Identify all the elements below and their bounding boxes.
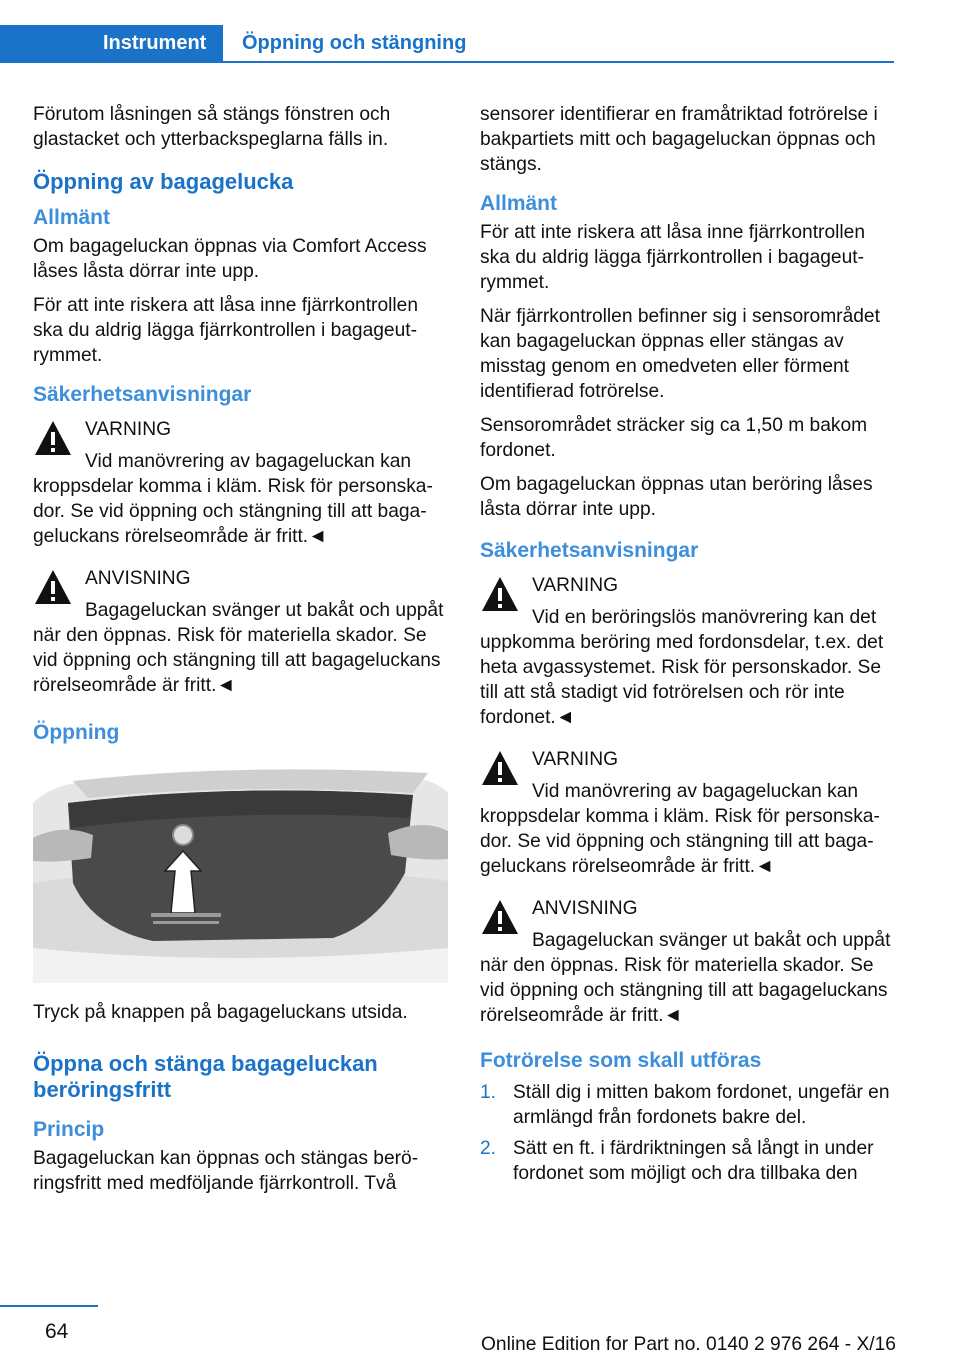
page-number: 64: [45, 1320, 69, 1343]
heading-touchless: Öppna och stänga bagageluckan beröringsfritt: [33, 1051, 378, 1102]
notice-title: ANVISNING: [532, 898, 638, 919]
trunk-illustration: [33, 763, 448, 983]
general-paragraph-2: För att inte riskera att låsa inne fjärrkontrollen ska du aldrig lägga fjärrkontrollen i bagageutrymmet.: [33, 295, 418, 366]
header: [0, 25, 894, 63]
heading-general: Allmänt: [33, 206, 111, 229]
step-text: Sätt en ft. i färdriktningen så långt in under fordonet som möjligt och dra tillbaka den: [513, 1138, 874, 1184]
warning-text: Vid manövrering av bagageluckan kan kroppsdelar komma i kläm. Risk för personskador. Se vid öppning och stängning till att bagageluckans rörelseområde är fritt.◄: [33, 451, 433, 547]
warning-triangle-icon: [480, 898, 520, 938]
left-column: [33, 102, 451, 1205]
heading-foot-movement: Fotrörelse som skall utföras: [480, 1049, 762, 1072]
continued-paragraph: sensorer identifierar en framåtriktad fotrörelse i bakpartiets mitt och bagageluckan öppnas och stängs.: [480, 104, 878, 175]
list-item: [480, 1136, 898, 1186]
tab-instrument[interactable]: Instrument: [0, 25, 223, 61]
general-paragraph-3: Sensorområdet sträcker sig ca 1,50 m bakom fordonet.: [480, 415, 868, 461]
edition-note: Online Edition for Part no. 0140 2 976 264 - X/16: [481, 1334, 896, 1355]
heading-opening: Öppning: [33, 721, 120, 744]
warning-block-2: [480, 744, 898, 879]
principle-paragraph: Bagageluckan kan öppnas och stängas beröringsfritt med medföljande fjärrkontroll. Två: [33, 1148, 419, 1194]
heading-general: Allmänt: [480, 192, 558, 215]
general-paragraph-1: Om bagageluckan öppnas via Comfort Access låses låsta dörrar inte upp.: [33, 236, 427, 282]
notice-title: ANVISNING: [85, 568, 191, 589]
intro-paragraph: Förutom låsningen så stängs fönstren och glastacket och ytterbackspeglarna fälls in.: [33, 104, 391, 150]
warning-triangle-icon: [480, 749, 520, 789]
heading-safety: Säkerhetsanvisningar: [480, 539, 699, 562]
warning-block-1: [480, 570, 898, 730]
general-paragraph-2: När fjärrkontrollen befinner sig i sensorområdet kan bagageluckan öppnas eller stängas av misstag genom en omedveten eller förment identifierad fotrörelse.: [480, 306, 880, 402]
figure-caption: Tryck på knappen på bagageluckans utsida.: [33, 1002, 408, 1023]
step-text: Ställ dig i mitten bakom fordonet, ungefär en armlängd från fordonets bakre del.: [513, 1082, 890, 1128]
warning-title: VARNING: [85, 419, 171, 440]
warning-triangle-icon: [33, 419, 73, 459]
step-number: 1.: [480, 1082, 497, 1103]
tab-opening-closing[interactable]: Öppning och stängning: [242, 32, 467, 54]
notice-block: [33, 563, 451, 698]
heading-safety: Säkerhetsanvisningar: [33, 383, 252, 406]
footer-rule: [0, 1305, 98, 1307]
heading-open-trunk: Öppning av bagagelucka: [33, 169, 294, 194]
warning-triangle-icon: [33, 568, 73, 608]
steps-list: [480, 1080, 898, 1186]
right-column: [480, 102, 898, 1192]
warning-title: VARNING: [532, 749, 618, 770]
general-paragraph-4: Om bagageluckan öppnas utan beröring låses låsta dörrar inte upp.: [480, 474, 873, 520]
notice-text: Bagageluckan svänger ut bakåt och uppåt när den öppnas. Risk för materiella skador. Se vid öppning och stängning till att bagageluckans rörelseområde är fritt.◄: [33, 600, 444, 696]
heading-principle: Princip: [33, 1118, 105, 1141]
header-rule: [0, 61, 894, 63]
notice-text: Bagageluckan svänger ut bakåt och uppåt när den öppnas. Risk för materiella skador. Se vid öppning och stängning till att bagageluckans rörelseområde är fritt.◄: [480, 930, 891, 1026]
list-item: [480, 1080, 898, 1130]
warning-text: Vid en beröringslös manövrering kan det uppkomma beröring med fordonsdelar, t.ex. det heta avgassystemet. Risk för personskador. Se till att stå stadigt vid fotrörelsen och rör inte fordonet.◄: [480, 607, 884, 728]
notice-block: [480, 893, 898, 1028]
general-paragraph-1: För att inte riskera att låsa inne fjärrkontrollen ska du aldrig lägga fjärrkontrollen i bagageutrymmet.: [480, 222, 865, 293]
warning-title: VARNING: [532, 575, 618, 596]
warning-triangle-icon: [480, 575, 520, 615]
warning-text: Vid manövrering av bagageluckan kan kroppsdelar komma i kläm. Risk för personskador. Se vid öppning och stängning till att bagageluckans rörelseområde är fritt.◄: [480, 781, 880, 877]
warning-block-1: [33, 414, 451, 549]
step-number: 2.: [480, 1138, 497, 1159]
